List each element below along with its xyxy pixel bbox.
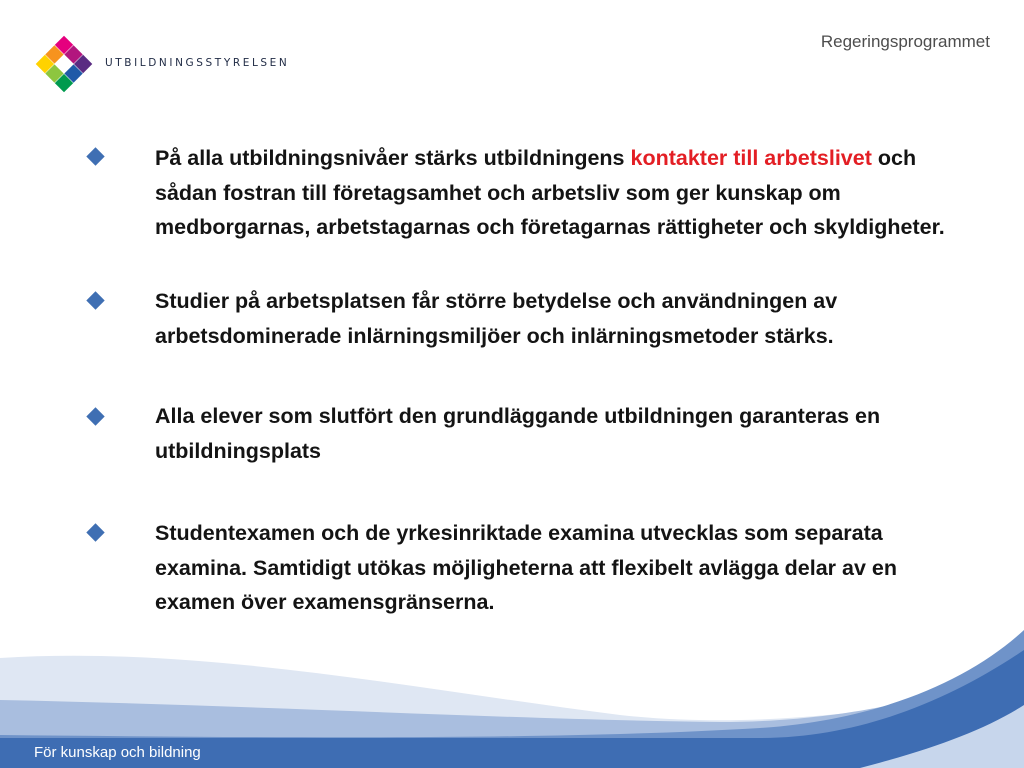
bullet-text: På alla utbildningsnivåer stärks utbildningens — [155, 146, 631, 170]
utbildningsstyrelsen-logo-icon — [34, 34, 94, 94]
bullet-item: Alla elever som slutfört den grundläggande utbildningen garanteras en utbildningsplats — [155, 404, 881, 463]
page-header-title: Regeringsprogrammet — [820, 32, 990, 51]
diamond-bullet-icon — [86, 407, 104, 425]
bullet-item: Studentexamen och de yrkesinriktade examina utvecklas som separata examina. Samtidigt utökas möjligheterna att flexibelt avlägga delar av en examen över examensgränserna. — [155, 521, 897, 614]
footer-slogan: För kunskap och bildning — [34, 744, 201, 761]
diamond-bullet-icon — [86, 523, 104, 541]
bullet-text: och sådan fostran till företagsamhet och arbetsliv som ger kunskap om medborgarnas, arbetstagarnas och företagarnas rättigheter och skyldigheter. — [155, 146, 945, 239]
diamond-bullet-icon — [86, 291, 104, 309]
bullet-highlight: kontakter till arbetslivet — [630, 146, 872, 170]
diamond-bullet-icon — [86, 147, 104, 165]
logo-wordmark: UTBILDNINGSSTYRELSEN — [105, 57, 290, 69]
bullet-item — [155, 141, 955, 245]
bullet-item: Studier på arbetsplatsen får större betydelse och användningen av arbetsdominerade inlärningsmiljöer och inlärningsmetoder stärks. — [155, 289, 838, 348]
